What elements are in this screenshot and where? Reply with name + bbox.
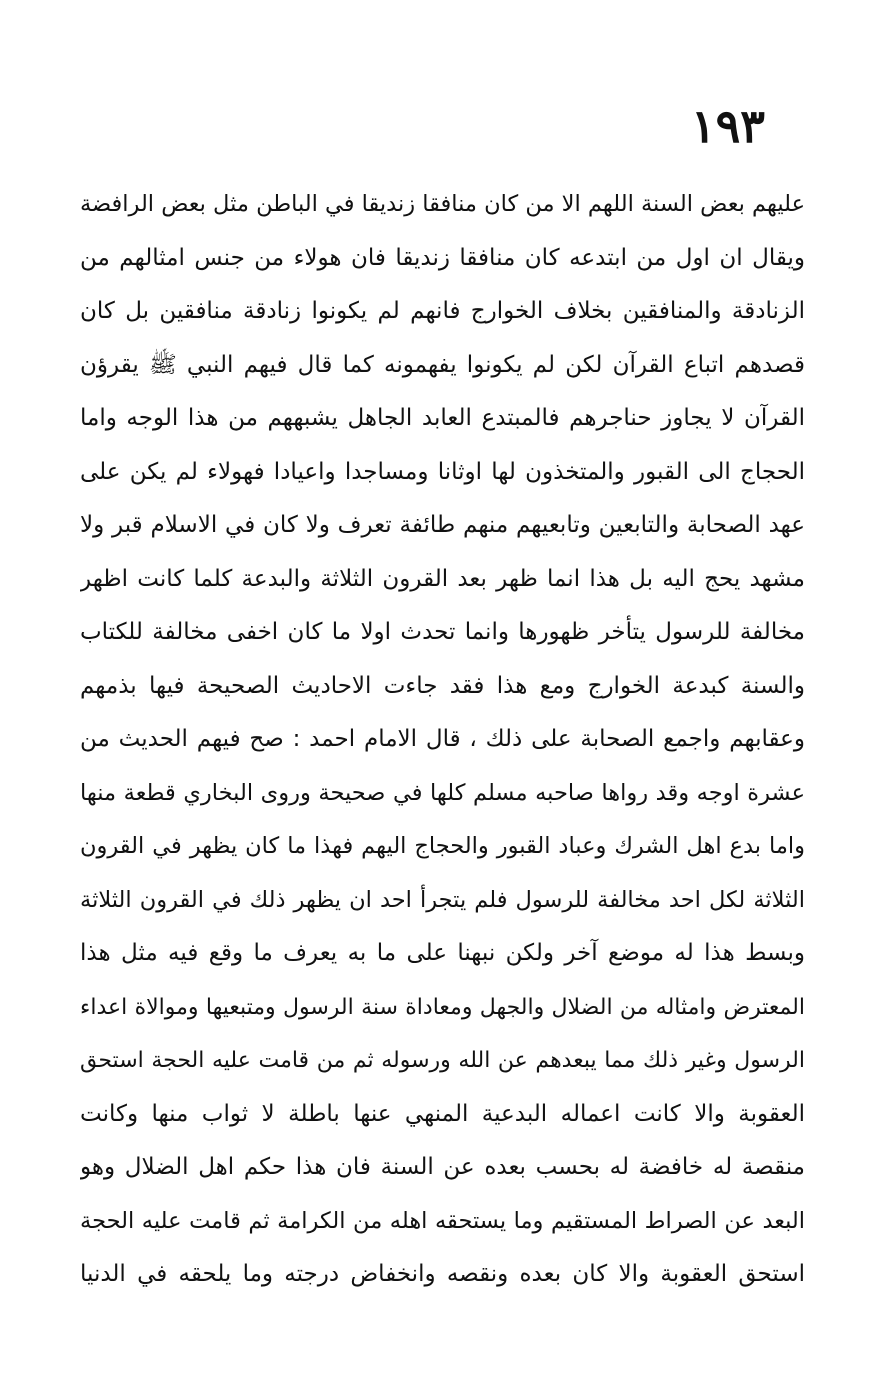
text-line: وعقابهم واجمع الصحابة على ذلك ، قال الامام احمد : صح فيهم الحديث من [80,726,805,752]
text-line: قصدهم اتباع القرآن لكن لم يكونوا يفهمونه كما قال فيهم النبي ﷺ يقرؤن [80,351,805,378]
page-number: ١٩٣ [690,99,765,153]
text-line: المعترض وامثاله من الضلال والجهل ومعاداة سنة الرسول ومتبعيها وموالاة اعداء [80,994,805,1020]
text-line: الزنادقة والمنافقين بخلاف الخوارج فانهم لم يكونوا زنادقة منافقين بل كان [80,298,805,324]
body-text [80,178,805,1302]
text-line: والسنة كبدعة الخوارج ومع هذا فقد جاءت الاحاديث الصحيحة فيها بذمهم [80,672,805,699]
text-line: الرسول وغير ذلك مما يبعدهم عن الله ورسوله ثم من قامت عليه الحجة استحق [80,1048,805,1073]
text-line: منقصة له خافضة له بحسب بعده عن السنة فان هذا حكم اهل الضلال وهو [80,1154,805,1180]
text-line: وبسط هذا له موضع آخر ولكن نبهنا على ما به يعرف ما وقع فيه مثل هذا [80,940,805,966]
text-line: الحجاج الى القبور والمتخذون لها اوثانا ومساجدا واعيادا فهولاء لم يكن على [80,458,805,485]
text-line: واما بدع اهل الشرك وعباد القبور والحجاج اليهم فهذا ما كان يظهر في القرون [80,833,805,859]
text-line: مخالفة للرسول يتأخر ظهورها وانما تحدث اولا ما كان اخفى مخالفة للكتاب [80,619,805,645]
text-line: الثلاثة لكل احد مخالفة للرسول فلم يتجرأ احد ان يظهر ذلك في القرون الثلاثة [80,886,805,913]
text-line: عليهم بعض السنة اللهم الا من كان منافقا زنديقا في الباطن مثل بعض الرافضة [80,191,805,217]
text-line: القرآن لا يجاوز حناجرهم فالمبتدع العابد الجاهل يشبههم من هذا الوجه واما [80,405,805,431]
text-line: العقوبة والا كانت اعماله البدعية المنهي عنها باطلة لا ثواب منها وكانت [80,1100,805,1127]
text-line: ويقال ان اول من ابتدعه كان منافقا زنديقا فان هولاء من جنس امثالهم من [80,244,805,271]
text-line: عشرة اوجه وقد رواها صاحبه مسلم كلها في صحيحة وروى البخاري قطعة منها [80,779,805,806]
text-line: مشهد يحج اليه بل هذا انما ظهر بعد القرون الثلاثة والبدعة كلما كانت اظهر [80,565,805,592]
text-line: البعد عن الصراط المستقيم وما يستحقه اهله من الكرامة ثم قامت عليه الحجة [80,1207,805,1234]
text-line: عهد الصحابة والتابعين وتابعيهم منهم طائفة تعرف ولا كان في الاسلام قبر ولا [80,512,805,538]
text-line: استحق العقوبة والا كان بعده ونقصه وانخفاض درجته وما يلحقه في الدنيا [80,1261,805,1287]
